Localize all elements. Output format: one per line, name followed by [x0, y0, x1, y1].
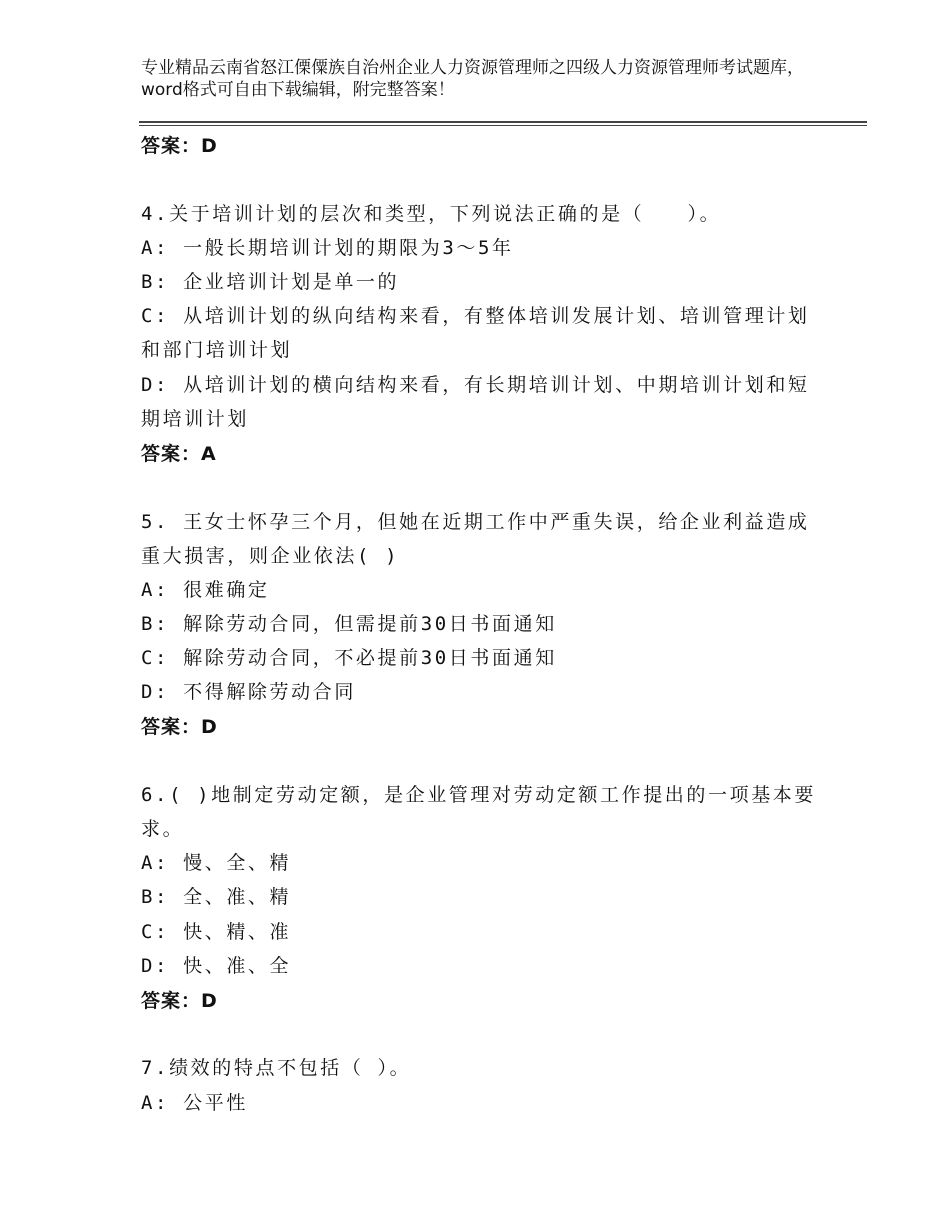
question-5-option-a: A: 很难确定	[141, 579, 270, 601]
question-7-option-a: A: 公平性	[141, 1092, 248, 1114]
header-rule-thin	[139, 125, 867, 126]
page-header: 专业精品云南省怒江傈僳族自治州企业人力资源管理师之四级人力资源管理师考试题库，word格式可自由下载编辑，附完整答案！	[141, 58, 804, 100]
question-4-option-a: A: 一般长期培训计划的期限为3～5年	[141, 237, 514, 259]
question-4-stem: 4.关于培训计划的层次和类型，下列说法正确的是（ ）。	[141, 203, 722, 225]
question-5-stem-cont: 重大损害，则企业依法( )	[141, 545, 400, 567]
question-4-answer: 答案：A	[141, 443, 217, 465]
question-6-stem: 6.( )地制定劳动定额，是企业管理对劳动定额工作提出的一项基本要	[141, 784, 816, 806]
question-5-stem: 5. 王女士怀孕三个月，但她在近期工作中严重失误，给企业利益造成	[141, 511, 810, 533]
question-6-answer: 答案：D	[141, 990, 218, 1012]
question-5-option-b: B: 解除劳动合同，但需提前30日书面通知	[141, 613, 557, 635]
question-5-answer: 答案：D	[141, 716, 218, 738]
question-6-stem-cont: 求。	[141, 818, 185, 840]
question-6-option-c: C: 快、精、准	[141, 921, 292, 943]
previous-answer: 答案：D	[141, 135, 218, 157]
question-4-option-d-cont: 期培训计划	[141, 408, 250, 430]
header-rule-thick	[139, 121, 867, 123]
question-7-stem: 7.绩效的特点不包括（ ）。	[141, 1057, 412, 1079]
question-4-option-c-cont: 和部门培训计划	[141, 339, 293, 361]
question-4-option-d: D: 从培训计划的横向结构来看，有长期培训计划、中期培训计划和短	[141, 374, 810, 396]
question-4-option-c: C: 从培训计划的纵向结构来看，有整体培训发展计划、培训管理计划	[141, 305, 810, 327]
question-6-option-a: A: 慢、全、精	[141, 852, 292, 874]
question-5-option-c: C: 解除劳动合同，不必提前30日书面通知	[141, 647, 557, 669]
question-4-option-b: B: 企业培训计划是单一的	[141, 271, 400, 293]
question-6-option-d: D: 快、准、全	[141, 955, 292, 977]
question-6-option-b: B: 全、准、精	[141, 886, 292, 908]
question-5-option-d: D: 不得解除劳动合同	[141, 681, 356, 703]
